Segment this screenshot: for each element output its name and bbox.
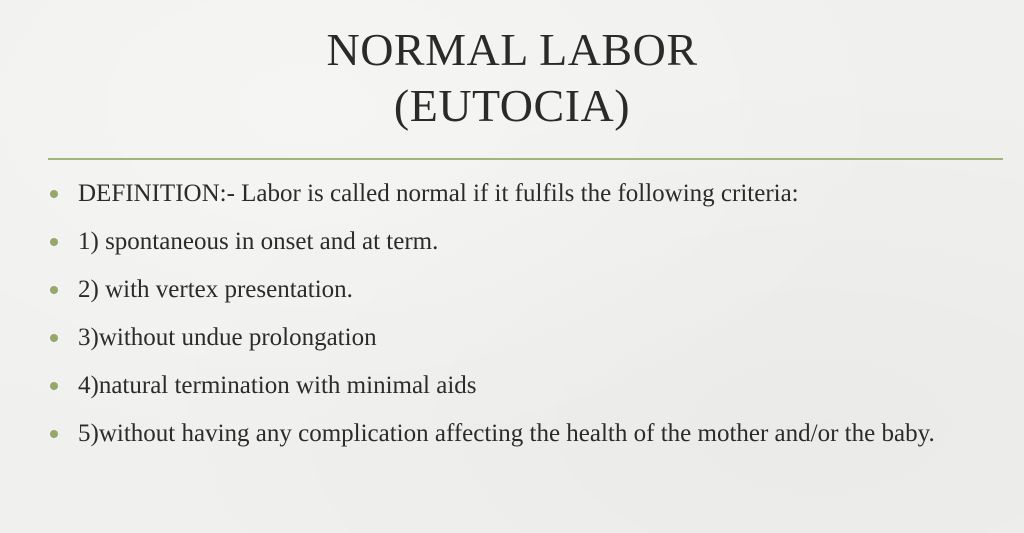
- bullet-criterion-3: [48, 322, 1008, 353]
- title-divider: [48, 158, 1003, 160]
- bullet-text: 4)natural termination with minimal aids: [78, 372, 477, 399]
- bullet-dot-icon: [50, 334, 58, 342]
- title-line-2: (EUTOCIA): [393, 80, 631, 131]
- bullet-dot-icon: [50, 190, 58, 198]
- bullet-criterion-4: [48, 370, 1008, 401]
- bullet-criterion-2: [48, 274, 1008, 305]
- bullet-dot-icon: [50, 238, 58, 246]
- bullet-definition: [48, 178, 1008, 209]
- bullet-text: 2) with vertex presentation.: [78, 276, 353, 303]
- bullet-list: [48, 178, 1008, 466]
- bullet-text: 1) spontaneous in onset and at term.: [78, 228, 439, 255]
- bullet-dot-icon: [50, 382, 58, 390]
- bullet-criterion-1: [48, 226, 1008, 257]
- bullet-dot-icon: [50, 430, 58, 438]
- bullet-text: DEFINITION:- Labor is called normal if it fulfils the following criteria:: [78, 180, 799, 207]
- bullet-criterion-5: [48, 418, 1008, 449]
- title-line-1: NORMAL LABOR: [326, 24, 698, 75]
- bullet-text: 3)without undue prolongation: [78, 324, 377, 351]
- slide-title: [0, 22, 1024, 134]
- bullet-text: 5)without having any complication affecting the health of the mother and/or the baby.: [78, 420, 935, 447]
- bullet-dot-icon: [50, 286, 58, 294]
